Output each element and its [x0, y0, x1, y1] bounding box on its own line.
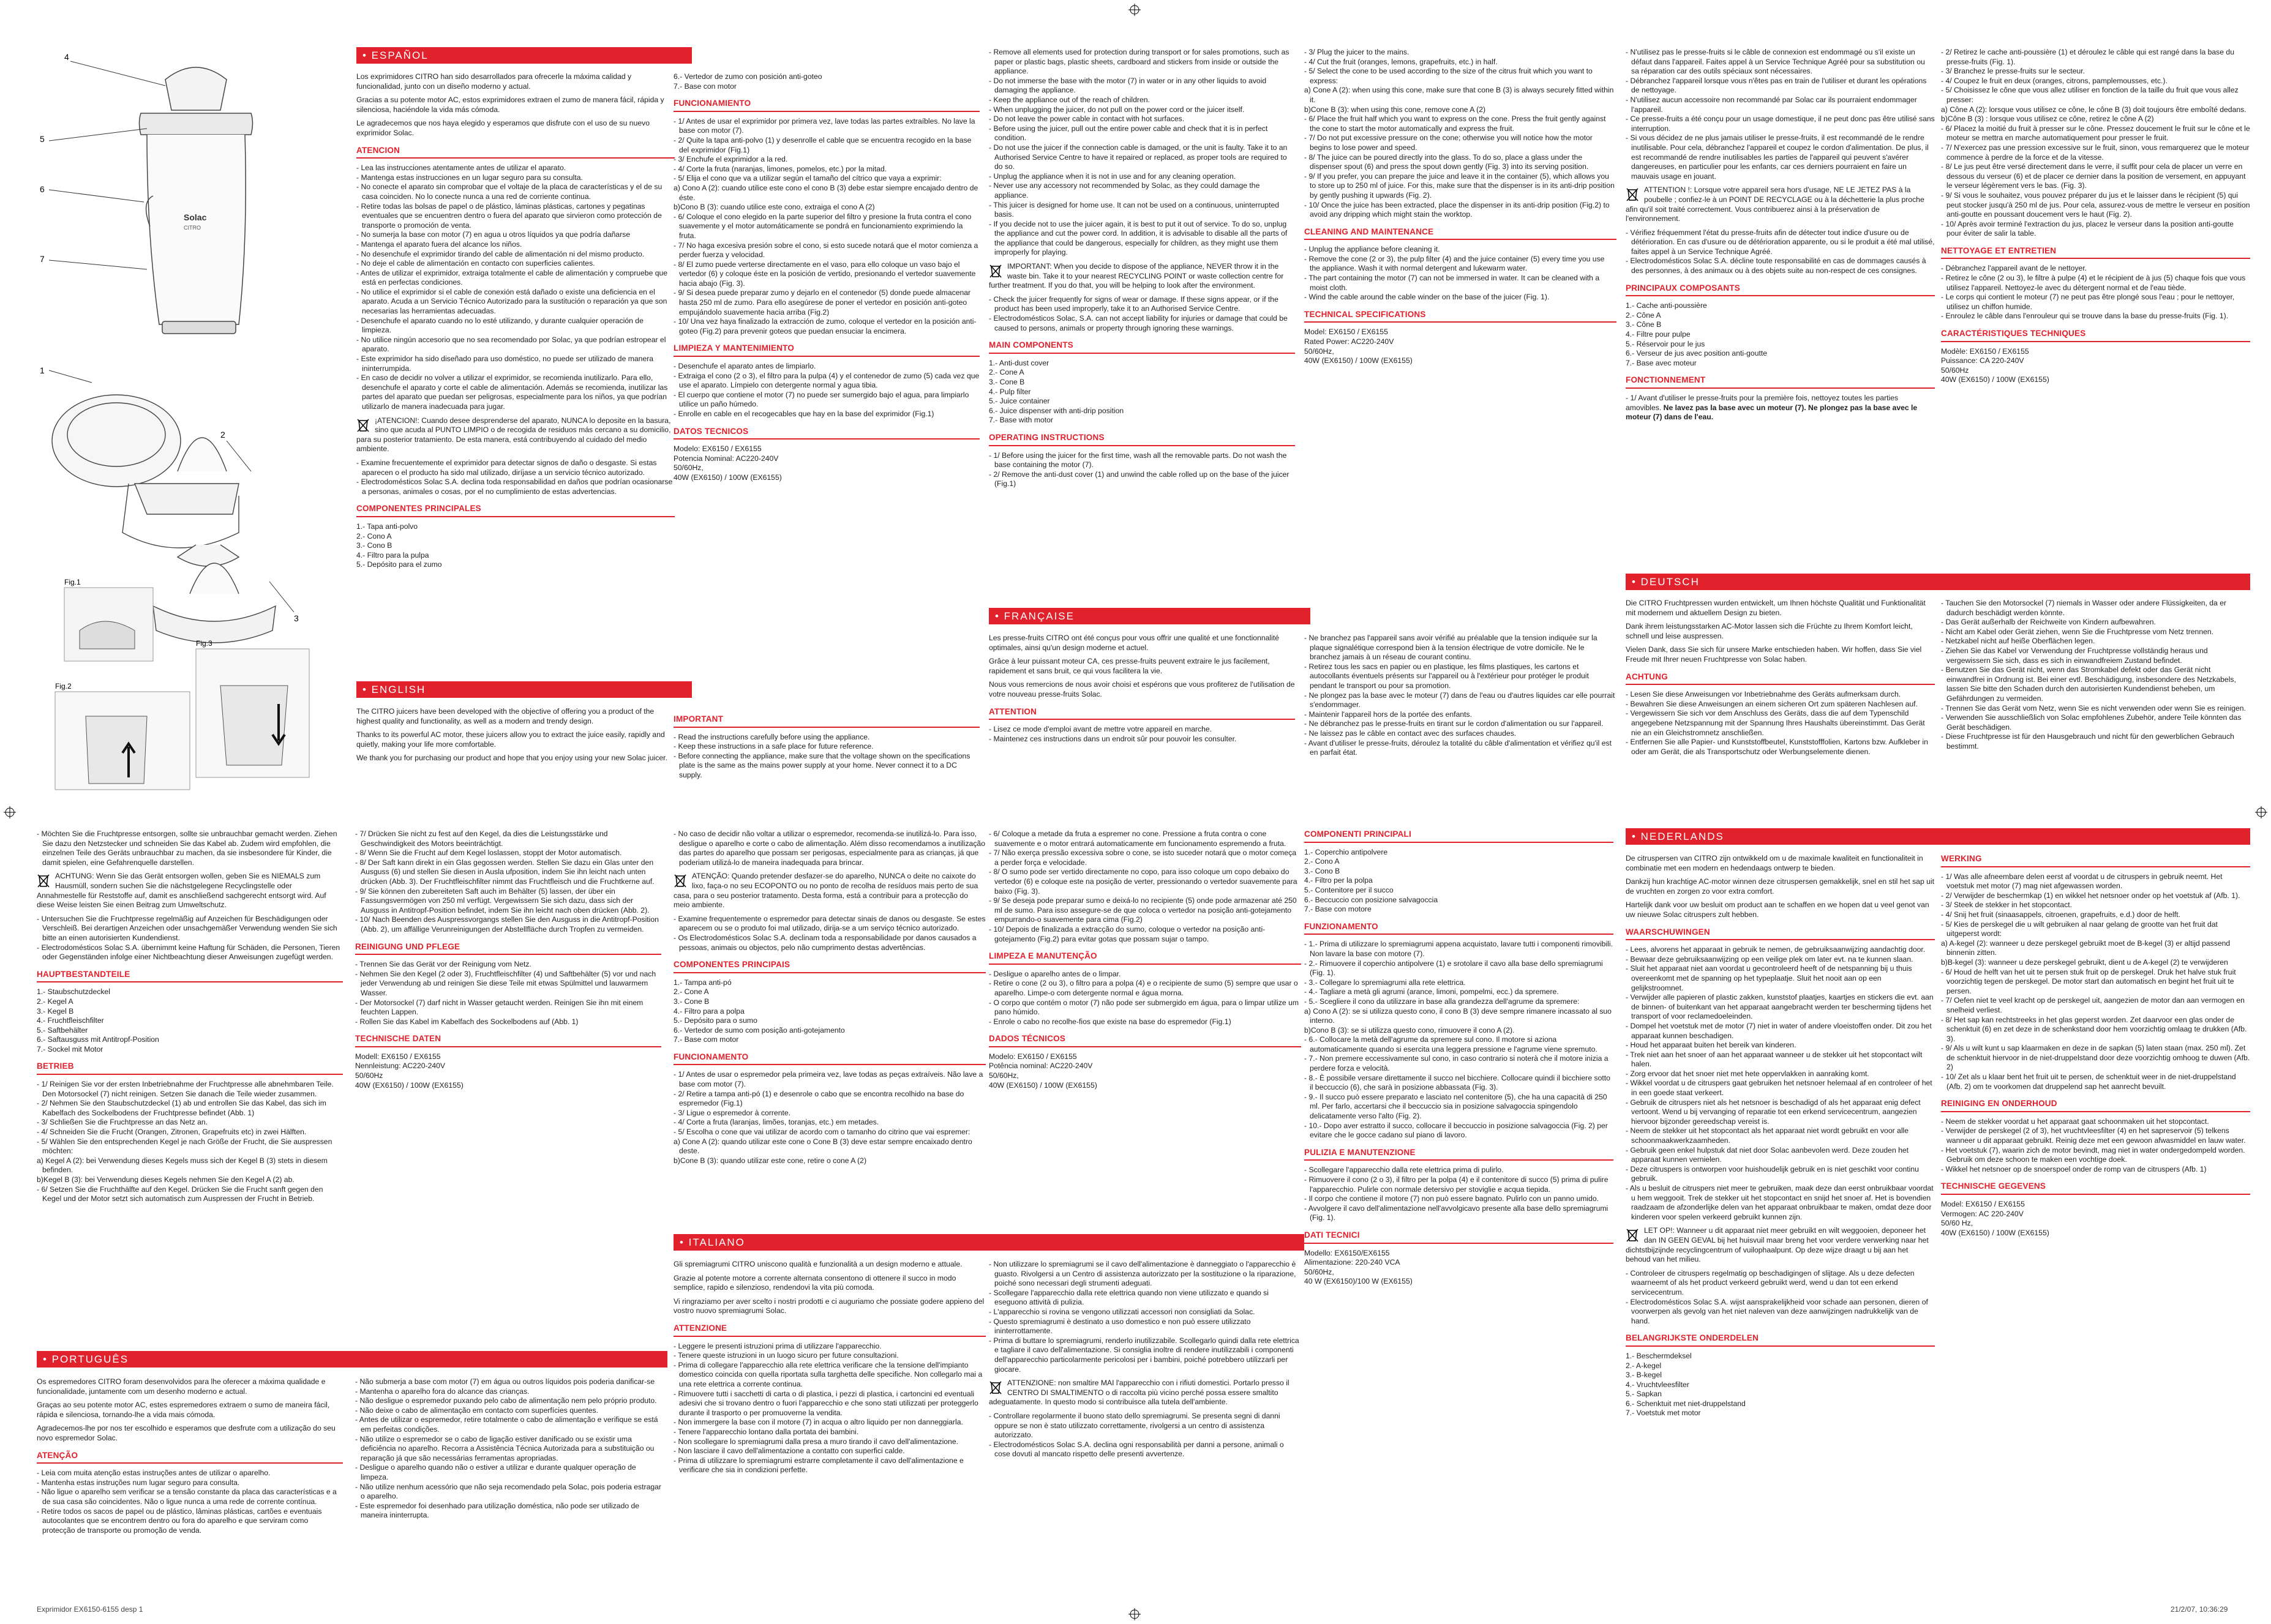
fr-col-1: Les presse-fruits CITRO ont été conçus pour vous offrir une qualité et une fonctionnalité optimales, ainsi qu'un design moderne et actuel. Grâce à leur puissant moteur CA, ces presse-fruits peuvent extraire le jus facilement, rapidement et sans bruit, ce qui vous facilitera la vie. Nous vous remercions de nous avoir choisi et espérons que vous profiterez de l'utilisation de votre nouveau presse-fruits Solac. ATTENTION - Lisez ce mode d'emploi avant de mettre votre appareil en marche. - Maintenez ces instructions dans un endroit sûr pour pouvoir les consulter. — [989, 634, 1295, 743]
lang-header-pt: • PORTUGUÊS — [37, 1351, 667, 1368]
brand-label: Solac — [184, 212, 207, 222]
de-col-2: - Tauchen Sie den Motorsockel (7) niemals in Wasser oder andere Flüssigkeiten, da er dadurch beschädigt werden könnte. - Das Gerät außerhalb der Reichweite von Kindern aufbewahren. - Nicht am Kabel oder Gerät ziehen, wenn Sie die Fruchtpresse vom Netz trennen. - Netzkabel nicht auf heiße Oberflächen legen. - Ziehen Sie das Kabel vor Verwendung der Fruchtpresse vollständig heraus und vergewissern Sie sich, dass es sich in einwandfreiem Zustand befindet. - Benutzen Sie das Gerät nicht, wenn das Stromkabel defekt oder das Gerät nicht einwandfrei in Ordnung ist. Bei einer evtl. Beschädigung, insbesondere des Netzkabels, lassen Sie bitte den Schaden durch den autorisierten Kundendienst beheben, um Gefährdungen zu vermeiden. - Trennen Sie das Gerät vom Netz, wenn Sie es nicht verwenden oder wenn Sie es reinigen. - Verwenden Sie ausschließlich von Solac empfohlenes Zubehör, andere Teile könnten das Gerät beschädigen. - Diese Fruchtpresse ist für den Hausgebrauch und nicht für den gewerblichen Gebrauch bestimmt. — [1941, 599, 2246, 750]
registration-mark-bottom — [1128, 1608, 1141, 1620]
lang-header-en: • ENGLISH — [356, 681, 692, 698]
callout-2: 2 — [220, 430, 225, 440]
pt-col-4: - 6/ Coloque a metade da fruta a espremer no cone. Pressione a fruta contra o cone suavemente e o motor entrará automaticamente em funcionamento espremendo a fruta. - 7/ Não exerça pressão excessiva sobre o cone, se isto suceder notará que o motor começa a perder força e velocidade. - 8/ O sumo pode ser vertido directamente no copo, para isso coloque um copo debaixo do vertedor (6) e coloque este na posição de verter, pressionando o vertedor suavemente para baixo (Fig. 3). - 9/ Se deseja pode preparar sumo e deixá-lo no recipiente (5) onde pode armazenar até 250 ml de sumo. Para isso assegure-se de que coloca o vertedor na posição anti-gotejamento empurrando-o suavemente para cima (Fig.2) - 10/ Depois de finalizada a extracção do sumo, coloque o vertedor na posição anti-gotejamento (Fig.2) para evitar gotas que possam sujar o tampo. LIMPEZA E MANUTENÇÃO - Desligue o aparelho antes de o limpar. - Retire o cone (2 ou 3), o filtro para a polpa (4) e o recipiente de sumo (5) sempre que usar o aparelho. Limpe-o com detergente normal e água morna. - O corpo que contém o motor (7) não pode ser submergido em água, para o limpar utilize um pano húmido. - Enrole o cabo no recolhe-fios que existe na base do espremedor (Fig.1) DADOS TÉCNICOS Modelo: EX6150 / EX6155 Potência nominal: AC220-240V 50/60Hz, 40W (EX6150) / 100W (EX6155) — [989, 829, 1301, 1095]
callout-4: 4 — [64, 52, 69, 62]
registration-mark-right — [2255, 806, 2267, 818]
it-col-3: COMPONENTI PRINCIPALI 1.- Coperchio antipolvere 2.- Cono A 3.- Cono B 4.- Filtro per la polpa 5.- Contenitore per il succo 6.- Beccuccio con posizione salvagoccia 7.- Base con motore FUNZIONAMENTO - 1.- Prima di utilizzare lo spremiagrumi appena acquistato, lavare tutti i componenti rimovibili. Non lavare la base con motore (7). - 2.- Rimuovere il coperchio antipolvere (1) e srotolare il cavo alla base dello spremiagrumi (Fig. 1). - 3.- Collegare lo spremiagrumi alla rete elettrica. - 4.- Tagliare a metà gli agrumi (arance, limoni, pompelmi, ecc.) da spremere. - 5.- Scegliere il cono da utilizzare in base alla grandezza dell'agrume da spremere: a) Cono A (2): se si utilizza questo cono, il cono B (3) deve sempre rimanere incassato al suo interno. b)Cono B (3): se si utilizza questo cono, rimuovere il cono A (2). - 6.- Collocare la metà dell'agrume da spremere sul cono. Il motore si aziona automaticamente quando si esercita una leggera pressione e l'agrume viene spremuto. - 7.- Non premere eccessivamente sul cono, in caso contrario si noterà che il motore inizia a perdere forza e velocità. - 8.- È possibile versare direttamente il succo nel bicchiere. Collocare quindi il bicchiere sotto il beccuccio (6), che sarà in posizione abbassata (Fig. 3). - 9.- Il succo può essere preparato e lasciato nel contenitore (5), che ha una capacità di 250 ml. Per farlo, accertarsi che il beccuccio sia in posizione salvagoccia spingendolo delicatamente verso l'alto (Fig. 2). - 10.- Dopo aver estratto il succo, collocare il beccuccio in posizione salvagoccia (Fig. 2) per evitare che le gocce cadano sul piano di lavoro. PULIZIA E MANUTENZIONE - Scollegare l'apparecchio dalla rete elettrica prima di pulirlo. - Rimuovere il cono (2 o 3), il filtro per la polpa (4) e il contenitore di succo (5) prima di pulire l'apparecchio. Pulirle con normale detersivo per stoviglie e acqua tiepida. - Il corpo che contiene il motore (7) non può essere bagnato. Pulirlo con un panno umido. - Avvolgere il cavo dell'alimentazione nell'avvolgicavo presente alla base dello spremiagrumi (Fig. 1). DATI TECNICI Modello: EX6150/EX6155 Alimentazione: 220-240 VCA 50/60Hz, 40 W (EX6150)/100 W (EX6155) — [1304, 829, 1613, 1286]
recycle-bin-icon — [989, 1380, 1002, 1394]
lang-header-de: • DEUTSCH — [1626, 574, 2250, 590]
callout-5: 5 — [40, 134, 45, 144]
lang-header-fr: • FRANÇAISE — [989, 608, 1310, 624]
callout-1: 1 — [40, 365, 45, 375]
en-col-2: IMPORTANT - Read the instructions carefully before using the appliance. - Keep these instructions in a safe place for future reference. - Before connecting the appliance, make sure that the voltage shown on the specifications plate is the same as the mains power supply at your home. Never connect it to a DC supply. — [674, 707, 980, 785]
es-col-2: 6.- Vertedor de zumo con posición anti-goteo 7.- Base con motor FUNCIONAMIENTO - 1/ Antes de usar el exprimidor por primera vez, lave todas las partes extraíbles. No lave la base con motor (7). - 2/ Quite la tapa anti-polvo (1) y desenrolle el cable que se encuentra recogido en la base del exprimidor (Fig.1) - 3/ Enchufe el exprimidor a la red. - 4/ Corte la fruta (naranjas, limones, pomelos, etc.) por la mitad. - 5/ Elija el cono que va a utilizar según el tamaño del cítrico que vaya a exprimir: a) Cono A (2): cuando utilice este cono el cono B (3) debe estar siempre encajado dentro de éste. b)Cono B (3): cuando utilice este cono, extraiga el cono A (2) - 6/ Coloque el cono elegido en la parte superior del filtro y presione la fruta contra el cono suavemente y el motor automáticamente se pondrá en funcionamiento exprimiendo la fruta. - 7/ No haga excesiva presión sobre el cono, si esto sucede notará que el motor comienza a perder fuerza y velocidad. - 8/ El zumo puede verterse directamente en el vaso, para ello coloque un vaso bajo el vertedor (6) y coloque éste en la posición de vertido, presionando el vertedor suavemente hacia abajo (Fig. 3). - 9/ Si desea puede preparar zumo y dejarlo en el contenedor (5) donde puede almacenar hasta 250 ml de zumo. Para ello asegúrese de poner el vertedor en posición anti-goteo empujándolo suavemente hacia arriba (Fig.2) - 10/ Una vez haya finalizado la extracción de zumo, coloque el vertedor en la posición anti-goteo (Fig.2) para prevenir goteos que puedan ensuciar la encimera. LIMPIEZA Y MANTENIMIENTO - Desenchufe el aparato antes de limpiarlo. - Extraiga el cono (2 o 3), el filtro para la pulpa (4) y el contenedor de zumo (5) cada vez que use el aparato. Límpielo con detergente normal y agua tibia. - El cuerpo que contiene el motor (7) no puede ser sumergido bajo el agua, para limpiarlo utilice un paño húmedo. - Enrolle en cable en el recogecables que hay en la base del exprimidor (Fig.1) DATOS TECNICOS Modelo: EX6150 / EX6155 Potencia Nominal: AC220-240V 50/60Hz, 40W (EX6150) / 100W (EX6155) — [674, 72, 980, 482]
es-col-1: Los exprimidores CITRO han sido desarrollados para ofrecerle la máxima calidad y funcionalidad, junto con un diseño moderno y actual. Gracias a su potente motor AC, estos exprimidores extraen el zumo de manera fácil, rápida y silenciosa, haciéndole la vida más cómoda. Le agradecemos que nos haya elegido y esperamos que disfrute con el uso de su nuevo exprimidor Solac. ATENCION - Lea las instrucciones atentamente antes de utilizar el aparato. - Mantenga estas instrucciones en un lugar seguro para su consulta. - No conecte el aparato sin comprobar que el voltaje de la placa de características y el de su casa coinciden. No lo conecte nunca a una red de corriente continua. - Retire todas las bolsas de papel o de plástico, láminas plásticas, cartones y pegatinas eventuales que se encuentren dentro o fuera del aparato que sirvieron como protección de transporte o promoción de venta. - No sumerja la base con motor (7) en agua u otros líquidos ya que podría dañarse - Mantenga el aparato fuera del alcance los niños. - No desenchufe el exprimidor tirando del cable de alimentación ni del mismo producto. - No deje el cable de alimentación en contacto con superficies calientes. - Antes de utilizar el exprimidor, extraiga totalmente el cable de alimentación y compruebe que está en perfectas condiciones. - No utilice el exprimidor si el cable de conexión está dañado o existe una deficiencia en el aparato. Acuda a un Servicio Técnico Autorizado para la sustitución o reparación ya que son necesarias las herramientas adecuadas. - Desenchufe el aparato cuando no lo esté utilizando, y durante cualquier operación de limpieza. - No utilice ningún accesorio que no sea recomendado por Solac, ya que podrían estropear el aparato. - Este exprimidor ha sido diseñado para uso doméstico, no puede ser utilizado de manera ininterrumpida. - En caso de decidir no volver a utilizar el exprimidor, se recomienda inutilizarlo. Para ello, desenchufe el aparato y corte el cable de alimentación. Además se recomienda, inutilizar las partes del aparato que puedan ser peligrosas, especialmente para los niños, ya que podrían utilizarlo de manera inadecuada para jugar. ¡ATENCION!: Cuando desee desprenderse del aparato, NUNCA lo deposite en la basura, sino que acuda al PUNTO LIMPIO o de recogida de residuos más cercano a su domicilio, para su posterior tratamiento. De esta manera, está contribuyendo al cuidado del medio ambiente. - Examine frecuentemente el exprimidor para detectar signos de daño o desgaste. Si estas aparecen o el producto ha sido mal utilizado, diríjase a un servicio técnico autorizado. - Electrodomésticos Solac S.A. declina toda responsabilidad en daños que podrían ocasionarse a personas, animales o cosas, por el no cumplimiento de estas advertencias. COMPONENTES PRINCIPALES 1.- Tapa anti-polvo 2.- Cono A 3.- Cono B 4.- Filtro para la pulpa 5.- Depósito para el zumo — [356, 72, 675, 574]
registration-mark-left — [4, 806, 16, 818]
nl-col-2: WERKING - 1/ Was alle afneembare delen eerst af voordat u de citruspers in gebruik neemt. Het voetstuk met motor (7) mag niet afgewassen worden. - 2/ Verwijder de beschermkap (1) en wikkel het netsnoer onder op het voetstuk af (Afb. 1). - 3/ Steek de stekker in het stopcontact. - 4/ Snij het fruit (sinaasappels, citroenen, grapefruits, e.d.) door de helft. - 5/ Kies de perskegel die u wilt gebruiken al naar gelang de grootte van het fruit dat uitgeperst wordt: a) A-kegel (2): wanneer u deze perskegel gebruikt moet de B-kegel (3) er altijd passend binnenin zitten. b)B-kegel (3): wanneer u deze perskegel gebruikt, dient u de A-kegel (2) te verwijderen - 6/ Houd de helft van het uit te persen stuk fruit op de perskegel. Druk het halve stuk fruit voorzichtig tegen de perskegel. De motor start dan automatisch en begint het fruit uit te persen. - 7/ Oefen niet te veel kracht op de perskegel uit, aangezien de motor dan aan vermogen en snelheid verliest. - 8/ Het sap kan rechtstreeks in het glas geperst worden. Zet daarvoor een glas onder de schenktuit (6) en zet deze in de schenkstand door hem voorzichtig omlaag te drukken (Afb. 3). - 9/ Als u wilt kunt u sap klaarmaken en deze in de sapkan (5) laten staan (max. 250 ml). Zet de schenktuit hiervoor in de niet-druppelstand door deze voorzichtig omhoog te duwen (Afb. 2) - 10/ Zet als u klaar bent het fruit uit te persen, de schenktuit weer in de niet-druppelstand (Afb. 2) om te voorkomen dat druppelend sap het aanrecht bevuilt. REINIGING EN ONDERHOUD - Neem de stekker voordat u het apparaat gaat schoonmaken uit het stopcontact. - Verwijder de perskegel (2 of 3), het vruchtvleesfilter (4) en het sapreservoir (5) telkens wanneer u dit apparaat gebruikt. Reinig deze met een gewoon afwasmiddel en lauw water. - Het voetstuk (7), waarin zich de motor bevindt, mag niet in water ondergedompeld worden. Gebruik om deze schoon te maken een vochtige doek. - Wikkel het netsnoer op de snoerspoel onder de romp van de citruspers (Afb. 1) TECHNISCHE GEGEVENS Model: EX6150 / EX6155 Vermogen: AC 220-240V 50/60 Hz, 40W (EX6150) / 100W (EX6155) — [1941, 854, 2250, 1237]
model-label: CITRO — [184, 225, 201, 231]
de-col-1: Die CITRO Fruchtpressen wurden entwickelt, um Ihnen höchste Qualität und Funktionalität mit modernem und aktuellem Design zu bieten. Dank ihrem leistungsstarken AC-Motor lassen sich die Früchte zu Ihrem Komfort leicht, schnell und leise auspressen. Vielen Dank, dass Sie sich für unsere Marke entschieden haben. Wir hoffen, dass Sie viel Freude mit Ihrer neuen Fruchtpresse von Solac haben. ACHTUNG - Lesen Sie diese Anweisungen vor Inbetriebnahme des Geräts aufmerksam durch. - Bewahren Sie diese Anweisungen an einem sicheren Ort zum späteren Nachlesen auf. - Vergewissern Sie sich vor dem Anschluss des Geräts, dass die auf dem Typenschild angegebene Netzspannung mit der Spannung Ihres Haushalts übereinstimmt. Das Gerät nie an ein Gleichstromnetz anschließen. - Entfernen Sie alle Papier- und Kunststoffbeutel, Kunststofffolien, Kartons bzw. Aufkleber in oder am Gerät, die als Transportschutz oder Werbungselemente dienen. — [1626, 599, 1935, 761]
fr-col-3: - N'utilisez pas le presse-fruits si le câble de connexion est endommagé ou s'il existe un défaut dans l'appareil. Faites appel à un Service Technique Agréé pour sa substitution ou sa réparation car des outils spéciaux sont nécessaires. - Débranchez l'appareil lorsque vous n'êtes pas en train de l'utiliser et durant les opérations de nettoyage. - N'utilisez aucun accessoire non recommandé par Solac car ils pourraient endommager l'appareil. - Ce presse-fruits a été conçu pour un usage domestique, il ne peut donc pas être utilisé sans interruption. - Si vous décidez de ne plus jamais utiliser le presse-fruits, il est recommandé de le rendre inutilisable. Pour cela, débranchez l'appareil et coupez le cordon d'alimentation. De plus, il est recommandé de rendre inutilisables les parties de l'appareil qui peuvent s'avérer dangereuses, en particulier pour les enfants, car ces derniers pourraient en faire un mauvais usage en jouant. ATTENTION !: Lorsque votre appareil sera hors d'usage, NE LE JETEZ PAS à la poubelle ; confiez-le à un POINT DE RECYCLAGE ou à la déchetterie la plus proche afin qu'il soit traité correctement. Vous contribuerez ainsi à la préservation de l'environnement. - Vérifiez fréquemment l'état du presse-fruits afin de détecter tout indice d'usure ou de détérioration. En cas d'usure ou de détérioration apparente, ou si le produit a été mal utilisé, faites appel à un Service Technique Agréé. - Electrodomésticos Solac S.A. décline toute responsabilité en cas de dommages causés à des personnes, à des animaux ou à des objets suite au non-respect de ces consignes. PRINCIPAUX COMPOSANTS 1.- Cache anti-poussière 2.- Cône A 3.- Cône B 4.- Filtre pour pulpe 5.- Réservoir pour le jus 6.- Verseur de jus avec position anti-goutte 7.- Base avec moteur FONCTIONNEMENT - 1/ Avant d'utiliser le presse-fruits pour la première fois, nettoyez toutes les parties amovibles. Ne lavez pas la base avec un moteur (7). Ne plongez pas la base avec le moteur (7) dans de l'eau. — [1626, 48, 1935, 422]
fr-col-4: - 2/ Retirez le cache anti-poussière (1) et déroulez le câble qui est rangé dans la base du presse-fruits (Fig. 1). - 3/ Branchez le presse-fruits sur le secteur. - 4/ Coupez le fruit en deux (oranges, citrons, pamplemousses, etc.). - 5/ Choisissez le cône que vous allez utiliser en fonction de la taille du fruit que vous allez presser: a) Cône A (2): lorsque vous utilisez ce cône, le cône B (3) doit toujours être emboîté dedans. b)Cône B (3) : lorsque vous utilisez ce cône, retirez le cône A (2) - 6/ Placez la moitié du fruit à presser sur le cône. Pressez doucement le fruit sur le cône et le moteur se mettra en marche automatiquement pour presser le fruit. - 7/ N'exercez pas une pression excessive sur le fruit, sinon, vous remarquerez que le moteur commence à perdre de la force et de la vitesse. - 8/ Le jus peut être versé directement dans le verre, il suffit pour cela de placer un verre en dessous du verseur (6) et de placer ce dernier dans la position de versement, en appuyant le verseur légèrement vers le bas. (Fig. 3). - 9/ Si vous le souhaitez, vous pouvez préparer du jus et le laisser dans le récipient (5) qui peut stocker jusqu'à 250 ml de jus. Pour cela, assurez-vous de mettre le verseur en position anti-goutte en poussant doucement vers le haut (Fig. 2). - 10/ Après avoir terminé l'extraction du jus, placez le verseur dans la position anti-goutte pour éviter de salir la table. NETTOYAGE ET ENTRETIEN - Débranchez l'appareil avant de le nettoyer. - Retirez le cône (2 ou 3), le filtre à pulpe (4) et le récipient de à jus (5) chaque fois que vous utilisez l'appareil. Nettoyez-le avec du détergent normal et de l'eau tiède. - Le corps qui contient le moteur (7) ne peut pas être plongé sous l'eau ; pour le nettoyer, utilisez un chiffon humide. - Enroulez le câble dans l'enrouleur qui se trouve dans la base du presse-fruits (Fig. 1). CARACTÉRISTIQUES TECHNIQUES Modèle: EX6150 / EX6155 Puissance: CA 220-240V 50/60Hz 40W (EX6150) / 100W (EX6155) — [1941, 48, 2250, 384]
recycle-bin-icon — [1626, 187, 1639, 201]
callout-3: 3 — [294, 613, 299, 623]
recycle-bin-icon — [674, 873, 687, 888]
product-illustration — [37, 43, 331, 796]
nl-col-1: De citruspersen van CITRO zijn ontwikkeld om u de maximale kwaliteit en functionaliteit in combinatie met een modern en hedendaags ontwerp te bieden. Dankzij hun krachtige AC-motor winnen deze citruspersen gemakkelijk, snel en stil het sap uit de vruchten en zorgen zo voor extra comfort. Hartelijk dank voor uw besluit om product aan te schaffen en we hopen dat u veel genot van uw nieuwe Solac citruspers zult hebben. WAARSCHUWINGEN - Lees, alvorens het apparaat in gebruik te nemen, de gebruiksaanwijzing aandachtig door. - Bewaar deze gebruiksaanwijzing op een veilige plek om later evt. na te kunnen slaan. - Sluit het apparaat niet aan voordat u gecontroleerd heeft of de netspanning bij u thuis overeenkomt met de spanning op het typeplaatje. Sluit het nooit aan op een gelijkstroomnet. - Verwijder alle papieren of plastic zakken, kunststof plaatjes, kaartjes en stickers die evt. aan de binnen- of buitenkant van het apparaat aangebracht werden ter bescherming tijdens het transport of voor reclamedoeleinden. - Dompel het voetstuk met de motor (7) niet in water of andere vloeistoffen onder. Dit zou het apparaat kunnen beschadigen. - Houd het apparaat buiten het bereik van kinderen. - Trek niet aan het snoer of aan het apparaat wanneer u de stekker uit het stopcontact wilt halen. - Zorg ervoor dat het snoer niet met hete oppervlakken in aanraking komt. - Wikkel voordat u de citruspers gaat gebruiken het netsnoer helemaal af en controleer of het in een goede staat verkeert. - Gebruik de citruspers niet als het netsnoer is beschadigd of als het apparaat enig defect vertoont. Wend u bij vervanging of reparatie tot een erkend servicecentrum, aangezien hiervoor bijzonder gereedschap vereist is. - Neem de stekker uit het stopcontact als het apparaat niet wordt gebruikt en voor alle schoonmaakwerkzaamheden. - Gebruik geen enkel hulpstuk dat niet door Solac aanbevolen werd. Deze zouden het apparaat kunnen vernielen. - Deze citruspers is ontworpen voor huishoudelijk gebruik en is niet geschikt voor continu gebruik. - Als u besluit de citruspers niet meer te gebruiken, maak deze dan eerst onbruikbaar voordat u hem weggooit. Trek de stekker uit het stopcontact en snijd het snoer af. Het is bovendien raadzaam de afzonderlijke delen van het apparaat onbruikbaar te maken, omdat deze door kinderen voor spelen verkeerd gebruikt kunnen zijn. LET OP!: Wanneer u dit apparaat niet meer gebruikt en wilt weggooien, deponeer het dan IN GEEN GEVAL bij het huisvuil maar breng het voor verdere verwerking naar het dichtstbijzijnde recyclingcentrum of vuilophaalpunt. Op deze wijze draagt u bij aan het behoud van het milieu. - Controleer de citruspers regelmatig op beschadigingen of slijtage. Als u deze defecten waarneemt of als het product verkeerd gebruikt werd, wend u dan tot een erkend servicecentrum. - Electrodomésticos Solac S.A. wijst aansprakelijkheid voor schade aan personen, dieren of voorwerpen als gevolg van het niet naleven van deze aanwijzingen nadrukkelijk van de hand. BELANGRIJKSTE ONDERDELEN 1.- Beschermdeksel 2.- A-kegel 3.- B-kegel 4.- Vruchtvleesfilter 5.- Sapkan 6.- Schenktuit met niet-druppelstand 7.- Voetstuk met motor — [1626, 854, 1934, 1418]
en-col-1: The CITRO juicers have been developed with the objective of offering you a product of the highest quality and functionality, as well as a modern and trendy design. Thanks to its powerful AC motor, these juicers allow you to extract the juice easily, rapidly and quietly, making your life more comfortable. We thank you for purchasing our product and hope that you enjoy using your new Solac juicer. — [356, 707, 667, 763]
lang-header-es: • ESPAÑOL — [356, 47, 692, 64]
footer-timestamp: 21/2/07, 10:36:29 — [2171, 1605, 2228, 1614]
juicer-drawing — [140, 67, 253, 334]
fig1-label: Fig.1 — [64, 578, 81, 586]
en-col-3: - Remove all elements used for protection during transport or for sales promotions, such as paper or plastic bags, plastic sheets, cardboard and stickers from inside or outside the appliance. - Do not immerse the base with the motor (7) in water or in any other liquids to avoid damaging the appliance. - Keep the appliance out of the reach of children. - When unplugging the juicer, do not pull on the power cord or the juicer itself. - Do not leave the power cable in contact with hot surfaces. - Before using the juicer, pull out the entire power cable and check that it is in perfect condition. - Do not use the juicer if the connection cable is damaged, or the unit is faulty. Take it to an Authorised Service Centre to have it repaired or replaced, as proper tools are required to do so. - Unplug the appliance when it is not in use and for any cleaning operation. - Never use any accessory not recommended by Solac, as they could damage the appliance. - This juicer is designed for home use. It can not be used on a continuous, uninterrupted basis. - If you decide not to use the juicer again, it is best to put it out of service. To do so, unplug the appliance and cut the power cord. In addition, it is advisable to disable all the parts of the appliance that could be dangerous, especially for children, as they might use them improperly for playing. IMPORTANT: When you decide to dispose of the appliance, NEVER throw it in the waste bin. Take it to your nearest RECYCLING POINT or waste collection centre for further treatment. If you do that, you will be helping to look after the environment. - Check the juicer frequently for signs of wear or damage. If these signs appear, or if the product has been used improperly, take it to an Authorised Service Centre. - Electrodomésticos Solac, S.A. can not accept liability for injuries or damage that could be caused to persons, animals or property through ignoring these warnings. MAIN COMPONENTS 1.- Anti-dust cover 2.- Cone A 3.- Cone B 4.- Pulp filter 5.- Juice container 6.- Juice dispenser with anti-drip position 7.- Base with motor OPERATING INSTRUCTIONS - 1/ Before using the juicer for the first time, wash all the removable parts. Do not wash the base containing the motor (7). - 2/ Remove the anti-dust cover (1) and unwind the cable rolled up on the base of the juicer (Fig.1) — [989, 48, 1295, 493]
de-col-3: - Möchten Sie die Fruchtpresse entsorgen, sollte sie unbrauchbar gemacht werden. Ziehen Sie dazu den Netzstecker und schneiden Sie das Kabel ab. Zudem wird empfohlen, die einzelnen Teile des Geräts unbrauchbar zu machen, da sie insbesondere für Kinder, die damit spielen, eine Gefahrenquelle darstellen. ACHTUNG: Wenn Sie das Gerät entsorgen wollen, geben Sie es NIEMALS zum Hausmüll, sondern suchen Sie die nächstgelegene Recyclingstelle oder Annahmestelle für Reststoffe auf, damit es anschließend sachgerecht entsorgt wird. Auf diese Weise leisten Sie einen Beitrag zum Umweltschutz. - Untersuchen Sie die Fruchtpresse regelmäßig auf Anzeichen für Beschädigungen oder Verschleiß. Bei derartigen Anzeichen oder unsachgemäßer Verwendung wenden Sie sich bitte an einen autorisierten Kundendienst. - Electrodomésticos Solac S.A. übernimmt keine Haftung für Schäden, die Personen, Tieren oder Gegenständen infolge einer Nichtbeachtung dieser Anweisungen zugefügt werden. HAUPTBESTANDTEILE 1.- Staubschutzdeckel 2.- Kegel A 3.- Kegel B 4.- Fruchtfleischfilter 5.- Saftbehälter 6.- Saftausguss mit Antitropf-Position 7.- Sockel mit Motor BETRIEB - 1/ Reinigen Sie vor der ersten Inbetriebnahme der Fruchtpresse alle abnehmbaren Teile. Den Motorsockel (7) nicht reinigen. Setzen Sie danach die Teile wieder zusammen. - 2/ Nehmen Sie den Staubschutzdeckel (1) ab und entrollen Sie das Kabel, das sich im Kabelfach des Sockelbodens der Fruchtpresse befindet (Abb. 1) - 3/ Schließen Sie die Fruchtpresse an das Netz an. - 4/ Schneiden Sie die Frucht (Orangen, Zitronen, Grapefruits etc) in zwei Hälften. - 5/ Wählen Sie den entsprechenden Kegel je nach Größe der Frucht, die Sie auspressen möchten: a) Kegel A (2): bei Verwendung dieses Kegels muss sich der Kegel B (3) stets in diesem befinden. b)Kegel B (3): bei Verwendung dieses Kegels nehmen Sie den Kegel A (2) ab. - 6/ Setzen Sie die Fruchthälfte auf den Kegel. Drücken Sie die Frucht sanft gegen den Kegel und der Motor setzt sich automatisch zum Auspressen der Frucht in Betrieb. — [37, 829, 343, 1208]
recycle-bin-icon — [1626, 1227, 1639, 1242]
lang-header-nl: • NEDERLANDS — [1626, 828, 2250, 845]
fr-col-2: - Ne branchez pas l'appareil sans avoir vérifié au préalable que la tension indiquée sur la plaque signalétique correspond bien à la tension électrique de votre domicile. Ne le branchez jamais à un réseau de courant continu. - Retirez tous les sacs en papier ou en plastique, les films plastiques, les cartons et autocollants éventuels présents sur l'appareil ou à l'extérieur pour protéger le produit pendant le transport ou pour sa promotion. - Ne plongez pas la base avec le moteur (7) dans de l'eau ou d'autres liquides car elle pourrait s'endommager. - Maintenir l'appareil hors de la portée des enfants. - Ne débranchez pas le presse-fruits en tirant sur le cordon d'alimentation ou sur l'appareil. - Ne laissez pas le câble en contact avec des surfaces chaudes. - Avant d'utiliser le presse-fruits, déroulez la totalité du câble d'alimentation et vérifiez qu'il est en parfait état. — [1304, 634, 1615, 757]
recycle-bin-icon — [356, 417, 370, 432]
recycle-bin-icon — [989, 263, 1002, 278]
fig3-label: Fig.3 — [196, 639, 212, 648]
pt-col-1: Os espremedores CITRO foram desenvolvidos para lhe oferecer a máxima qualidade e funcionalidade, juntamente com um desenho moderno e actual. Graças ao seu potente motor AC, estes espremedores extraem o sumo de maneira fácil, rápida e silenciosa, tornando-lhe a vida mais cómoda. Agradecemos-lhe por nos ter escolhido e esperamos que desfrute com a utilização do seu novo espremedor Solac. ATENÇÃO - Leia com muita atenção estas instruções antes de utilizar o aparelho. - Mantenha estas instruções num lugar seguro para consulta. - Não ligue o aparelho sem verificar se a tensão constante da placa das características e a de sua casa são coincidentes. Não o ligue nunca a uma rede de corrente contínua. - Retire todos os sacos de papel ou de plástico, lâminas plásticas, cartões e eventuais autocolantes que se encontrem dentro ou fora do aparelho e que serviram como protecção de transporte ou promoção de venda. — [37, 1377, 343, 1540]
registration-mark-top — [1128, 4, 1141, 16]
pt-col-2: - Não submerja a base com motor (7) em água ou outros líquidos pois poderia danificar-se - Mantenha o aparelho fora do alcance das crianças. - Não desligue o espremedor puxando pelo cabo de alimentação nem pelo próprio produto. - Não deixe o cabo de alimentação em contacto com superfícies quentes. - Antes de utilizar o espremedor, retire totalmente o cabo de alimentação e verifique se está em perfeitas condições. - Não utilize o espremedor se o cabo de ligação estiver danificado ou se existir uma deficiência no aparelho. Recorra a Assistência Técnica Autorizada para a substituição ou reparação já que são necessárias ferramentas apropriadas. - Desligue o aparelho quando não o estiver a utilizar e durante qualquer operação de limpeza. - Não utilize nenhum acessório que não seja recomendado pela Solac, pois poderia estragar o aparelho. - Este espremedor foi desenhado para utilização doméstica, não pode ser utilizado de maneira ininterrupta. — [355, 1377, 661, 1520]
pt-col-3: - No caso de decidir não voltar a utilizar o espremedor, recomenda-se inutilizá-lo. Para isso, desligue o aparelho e corte o cabo de alimentação. Além disso recomendamos a inutilização das partes do aparelho que possam ser perigosas, especialmente para as crianças, já que poderiam utilizá-lo de maneira inadequada para brincar. ATENÇÃO: Quando pretender desfazer-se do aparelho, NUNCA o deite no caixote do lixo, faça-o no seu ECOPONTO ou no ponto de recolha de resíduos mais perto de sua casa, para o seu posterior tratamento. Desta forma, está a contribuir para a protecção do meio ambiente. - Examine frequentemente o espremedor para detectar sinais de danos ou desgaste. Se estes aparecem ou se o produto foi mal utilizado, dirija-se a um serviço técnico autorizado. - Os Electrodomésticos Solac S.A. declinam toda a responsabilidade por danos causados a pessoas, animais ou objectos, pelo não cumprimento destas advertências. COMPONENTES PRINCIPAIS 1.- Tampa anti-pó 2.- Cone A 3.- Cone B 4.- Filtro para a polpa 5.- Depósito para o sumo 6.- Vertedor de sumo com posição anti-gotejamento 7.- Base com motor FUNCIONAMENTO - 1/ Antes de usar o espremedor pela primeira vez, lave todas as peças extraíveis. Não lave a base com motor (7). - 2/ Retire a tampa anti-pó (1) e desenrole o cabo que se encontra recolhido na base do espremedor (Fig.1) - 3/ Ligue o espremedor à corrente. - 4/ Corte a fruta (laranjas, limões, toranjas, etc.) em metades. - 5/ Escolha o cone que vai utilizar de acordo com o tamanho do citrino que vai espremer: a) Cone A (2): quando utilizar este cone o Cone B (3) deve estar sempre encaixado dentro deste. b)Cone B (3): quando utilizar este cone, retire o cone A (2) — [674, 829, 986, 1165]
en-col-4: - 3/ Plug the juicer to the mains. - 4/ Cut the fruit (oranges, lemons, grapefruits, etc.) in half. - 5/ Select the cone to be used according to the size of the citrus fruit which you want to express: a) Cone A (2): when using this cone, make sure that cone B (3) is always securely fitted within it. b)Cone B (3): when using this cone, remove cone A (2) - 6/ Place the fruit half which you want to express on the cone. Press the fruit gently against the cone to start the motor automatically and express the fruit. - 7/ Do not put excessive pressure on the cone; otherwise you will notice how the motor begins to lose power and speed. - 8/ The juice can be poured directly into the glass. To do so, place a glass under the dispenser spout (6) and press the spout down gently (Fig. 3) into its serving position. - 9/ If you prefer, you can prepare the juice and leave it in the container (5), which allows you to store up to 250 ml of juice. For this, make sure that the dispenser is in its anti-drip position by gently pushing it upwards (Fig. 2). - 10/ Once the juice has been extracted, place the dispenser in its anti-drip position (Fig.2) to avoid any dripping which might stain the worktop. CLEANING AND MAINTENANCE - Unplug the appliance before cleaning it. - Remove the cone (2 or 3), the pulp filter (4) and the juice container (5) every time you use the appliance. Wash it with normal detergent and lukewarm water. - The part containing the motor (7) can not be immersed in water. It can be cleaned with a moist cloth. - Wind the cable around the cable winder on the base of the juicer (Fig. 1). TECHNICAL SPECIFICATIONS Model: EX6150 / EX6155 Rated Power: AC220-240V 50/60Hz, 40W (EX6150) / 100W (EX6155) — [1304, 48, 1616, 370]
it-col-2: - Non utilizzare lo spremiagrumi se il cavo dell'alimentazione è danneggiato o l'apparecchio è guasto. Rivolgersi a un Centro di assistenza autorizzato per la sostituzione o la riparazione, poiché sono necessari degli strumenti adeguati. - Scollegare l'apparecchio dalla rete elettrica quando non viene utilizzato e quando si eseguono attività di pulizia. - L'apparecchio si rovina se vengono utilizzati accessori non consigliati da Solac. - Questo spremiagrumi è destinato a uso domestico e non può essere utilizzato ininterrottamente. - Prima di buttare lo spremiagrumi, renderlo inutilizzabile. Scollegarlo quindi dalla rete elettrica e tagliare il cavo dell'alimentazione. Si consiglia inoltre di rendere inutilizzabili i componenti dell'apparecchio particolarmente pericolosi per i bambini, poiché potrebbero utilizzarli per giocare. ATTENZIONE: non smaltire MAI l'apparecchio con i rifiuti domestici. Portarlo presso il CENTRO DI SMALTIMENTO o di raccolta più vicino perché possa essere smaltito adeguatamente. In questo modo si contribuisce alla tutela dell'ambiente. - Controllare regolarmente il buono stato dello spremiagrumi. Se presenta segni di danni oppure se non è stato utilizzato correttamente, rivolgersi a un centro di assistenza autorizzato. - Electrodomésticos Solac S.A. declina ogni responsabilità per danni a persone, animali o cose dovuti al mancato rispetto delle presenti avvertenze. — [989, 1260, 1299, 1459]
callout-7: 7 — [40, 254, 45, 264]
it-col-1: Gli spremiagrumi CITRO uniscono qualità e funzionalità a un design moderno e attuale. Grazie al potente motore a corrente alternata consentono di ottenere il succo in modo semplice, rapido e silenzioso, rendendovi la vita più comoda. Vi ringraziamo per aver scelto i nostri prodotti e ci auguriamo che possiate godere appieno del vostro nuovo spremiagrumi Solac. ATTENZIONE - Leggere le presenti istruzioni prima di utilizzare l'apparecchio. - Tenere queste istruzioni in un luogo sicuro per future consultazioni. - Prima di collegare l'apparecchio alla rete elettrica verificare che la tensione dell'impianto domestico coincida con quella riportata sulla targhetta delle specifiche. Non collegarlo mai a una rete elettrica a corrente continua. - Rimuovere tutti i sacchetti di carta o di plastica, i pezzi di plastica, i cartoncini ed eventuali adesivi che si trovano dentro o fuori l'apparecchio e che sono stati utilizzati per proteggerlo durante il trasporto o per promuoverne la vendita. - Non immergere la base con il motore (7) in acqua o altro liquido per non danneggiarla. - Tenere l'apparecchio lontano dalla portata dei bambini. - Non scollegare lo spremiagrumi dalla presa a muro tirando il cavo dell'alimentazione. - Non lasciare il cavo dell'alimentazione a contatto con superfici calde. - Prima di utilizzare lo spremiagrumi estrarre completamente il cavo dell'alimentazione e verificare che sia in condizioni perfette. — [674, 1260, 986, 1480]
recycle-bin-icon — [37, 873, 50, 888]
footer-file-label: Exprimidor EX6150-6155 desp 1 — [37, 1605, 143, 1614]
de-col-4: - 7/ Drücken Sie nicht zu fest auf den Kegel, da dies die Leistungsstärke und Geschwindigkeit des Motors beeinträchtigt. - 8/ Wenn Sie die Frucht auf dem Kegel loslassen, stoppt der Motor automatisch. - 8/ Der Saft kann direkt in ein Glas gegossen werden. Stellen Sie dazu ein Glas unter den Ausguss (6) und stellen Sie diesen in Ausla ufposition, indem Sie ihn leicht nach unten drücken (Abb. 3). Der Fruchtfleischfilter nimmt das Fruchtfleisch und die Fruchtkerne auf. - 9/ Sie können den zubereiteten Saft auch im Behälter (5) lassen, der über ein Fassungsvermögen von 250 ml verfügt. Vergewissern Sie sich dazu, dass sich der Ausguss in Antitropf-Position befindet, indem Sie ihn leicht nach oben drücken (Abb. 2). - 10/ Nach Beenden des Auspressvorgangs stellen Sie den Ausguss in die Antitropf-Position (Abb. 2), um affällige Verunreinigungen der Abstellfläche durch Tropfen zu vermeiden. REINIGUNG UND PFLEGE - Trennen Sie das Gerät vor der Reinigung vom Netz. - Nehmen Sie den Kegel (2 oder 3), Fruchtfleischfilter (4) und Saftbehälter (5) vor und nach jeder Verwendung ab und reinigen Sie diese Teile mit etwas Spülmittel und lauwarmem Wasser. - Der Motorsockel (7) darf nicht in Wasser getaucht werden. Reinigen Sie ihn mit einem feuchten Lappen. - Rollen Sie das Kabel im Kabelfach des Sockelbodens auf (Abb. 1) TECHNISCHE DATEN Modell: EX6150 / EX6155 Nennleistung: AC220-240V 50/60Hz 40W (EX6150) / 100W (EX6155) — [355, 829, 661, 1095]
lang-header-it: • ITALIANO — [674, 1234, 1304, 1251]
callout-6: 6 — [40, 184, 45, 194]
fig2-label: Fig.2 — [55, 682, 72, 690]
